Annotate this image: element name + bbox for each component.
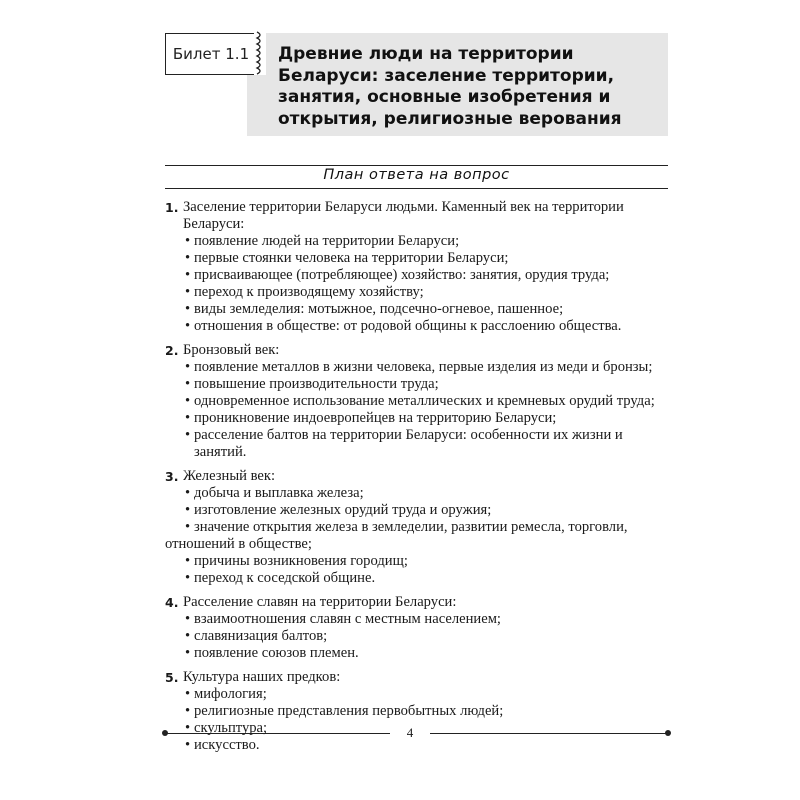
footer-right-rule: [430, 733, 668, 734]
bullet-list: [165, 233, 675, 335]
section-5: [165, 669, 675, 754]
bullet-list: [165, 359, 675, 461]
list-item: • появление союзов племен.: [165, 645, 675, 662]
list-item: • первые стоянки человека на территории Беларуси;: [165, 250, 675, 267]
section-4: [165, 594, 675, 662]
list-item: • изготовление железных орудий труда и оружия;: [165, 502, 675, 519]
section-number: 1.: [165, 200, 179, 215]
list-item: • виды земледелия: мотыжное, подсечно-огневое, пашенное;: [165, 301, 675, 318]
bullet-list: [165, 485, 675, 587]
list-item: • религиозные представления первобытных людей;: [165, 703, 675, 720]
list-item: • искусство.: [165, 737, 675, 754]
section-title: Заселение территории Беларуси людьми. Каменный век на территории Беларуси:: [183, 199, 624, 232]
section-number: 2.: [165, 343, 179, 358]
section-1: [165, 199, 675, 335]
list-item: • скульптура;: [165, 720, 675, 737]
list-item: • славянизация балтов;: [165, 628, 675, 645]
section-title: Культура наших предков:: [183, 669, 341, 685]
list-item: • одновременное использование металлических и кремневых орудий труда;: [165, 393, 675, 410]
section-number: 5.: [165, 670, 179, 685]
list-item: • повышение производительности труда;: [165, 376, 675, 393]
section-title: Бронзовый век:: [183, 342, 280, 358]
list-item: • значение открытия железа в земледелии, развитии ремесла, торговли, отношений в обществе;: [165, 519, 675, 553]
page-number: 4: [406, 725, 414, 740]
wavy-edge-decoration: [254, 31, 266, 75]
list-item: • причины возникновения городищ;: [165, 553, 675, 570]
ticket-label-text: Билет 1.1: [172, 45, 250, 63]
ticket-title: Древние люди на территории Беларуси: заселение территории, занятия, основные изобретения и открытия, религиозные верования: [278, 44, 622, 129]
list-item: • переход к соседской общине.: [165, 570, 675, 587]
section-number: 3.: [165, 469, 179, 484]
section-number: 4.: [165, 595, 179, 610]
section-2: [165, 342, 675, 461]
list-item: • мифология;: [165, 686, 675, 703]
plan-heading: План ответа на вопрос: [323, 167, 510, 183]
plan-content: [165, 199, 675, 761]
list-item: • взаимоотношения славян с местным населением;: [165, 611, 675, 628]
list-item: • добыча и выплавка железа;: [165, 485, 675, 502]
section-3: [165, 468, 675, 587]
list-item: • появление металлов в жизни человека, первые изделия из меди и бронзы;: [165, 359, 675, 376]
ticket-label: [165, 33, 257, 75]
plan-top-rule: [165, 165, 668, 166]
list-item: • переход к производящему хозяйству;: [165, 284, 675, 301]
list-item: • расселение балтов на территории Беларуси: особенности их жизни и занятий.: [165, 427, 675, 461]
list-item: • присваивающее (потребляющее) хозяйство: занятия, орудия труда;: [165, 267, 675, 284]
plan-bottom-rule: [165, 188, 668, 189]
footer-right-dot: [665, 730, 671, 736]
bullet-list: [165, 686, 675, 754]
list-item: • появление людей на территории Беларуси;: [165, 233, 675, 250]
list-item: • проникновение индоевропейцев на территорию Беларуси;: [165, 410, 675, 427]
footer-left-rule: [165, 733, 390, 734]
section-title: Расселение славян на территории Беларуси:: [183, 594, 457, 610]
section-title: Железный век:: [183, 468, 276, 484]
bullet-list: [165, 611, 675, 662]
list-item: • отношения в обществе: от родовой общины к расслоению общества.: [165, 318, 675, 335]
